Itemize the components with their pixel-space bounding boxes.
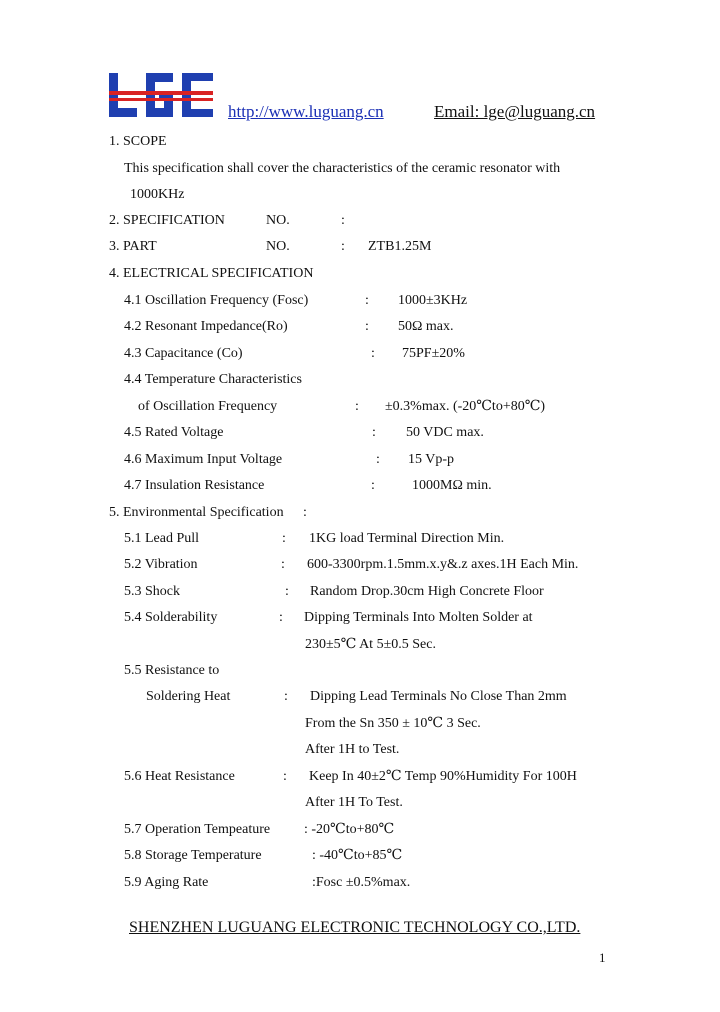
environmental-item-colon: : xyxy=(282,531,286,546)
environmental-item-label: 5.8 Storage Temperature xyxy=(124,848,262,863)
environmental-item-value: From the Sn 350 ± 10℃ 3 Sec. xyxy=(305,716,481,731)
electrical-item-label: 4.4 Temperature Characteristics xyxy=(124,372,302,387)
page-number: 1 xyxy=(599,950,606,965)
electrical-item-label: 4.6 Maximum Input Voltage xyxy=(124,452,283,467)
specification-colon: : xyxy=(341,213,345,228)
scope-text-line2: 1000KHz xyxy=(130,187,185,202)
electrical-item-colon: : xyxy=(355,399,359,414)
environmental-item-colon: : xyxy=(285,584,289,599)
electrical-item-colon: : xyxy=(371,346,375,361)
environmental-item-colon: : xyxy=(284,689,288,704)
electrical-item-label: 4.7 Insulation Resistance xyxy=(124,478,265,493)
part-no: NO. xyxy=(266,239,290,254)
lge-logo-icon xyxy=(109,73,213,117)
footer-company-name: SHENZHEN LUGUANG ELECTRONIC TECHNOLOGY CO.,LTD. xyxy=(129,919,581,936)
electrical-item-label: 4.5 Rated Voltage xyxy=(124,425,224,440)
part-value: ZTB1.25M xyxy=(368,239,432,254)
environmental-item-value: After 1H to Test. xyxy=(305,742,400,757)
specification-no: NO. xyxy=(266,213,290,228)
environmental-item-value: Dipping Terminals Into Molten Solder at xyxy=(304,610,533,625)
environmental-item-label: 5.9 Aging Rate xyxy=(124,875,209,890)
electrical-item-value: ±0.3%max. (-20℃to+80℃) xyxy=(385,399,546,414)
part-colon: : xyxy=(341,239,345,254)
environmental-item-label: 5.2 Vibration xyxy=(124,557,198,572)
electrical-item-value: 50Ω max. xyxy=(398,319,454,334)
environmental-item-value: Keep In 40±2℃ Temp 90%Humidity For 100H xyxy=(309,769,577,784)
electrical-item-value: 75PF±20% xyxy=(402,346,465,361)
environmental-item-label: Soldering Heat xyxy=(146,689,231,704)
electrical-item-label: 4.1 Oscillation Frequency (Fosc) xyxy=(124,293,309,308)
environmental-item-label: 5.6 Heat Resistance xyxy=(124,769,235,784)
environmental-item-value: Random Drop.30cm High Concrete Floor xyxy=(310,584,544,599)
electrical-item-value: 50 VDC max. xyxy=(406,425,484,440)
environmental-item-label: 5.5 Resistance to xyxy=(124,663,220,678)
specification-label: 2. SPECIFICATION xyxy=(109,213,225,228)
environmental-item-colon: : xyxy=(283,769,287,784)
environmental-heading-colon: : xyxy=(303,505,307,520)
environmental-item-value: : -20℃to+80℃ xyxy=(304,822,395,837)
environmental-item-value: After 1H To Test. xyxy=(305,795,403,810)
electrical-item-value: 1000MΩ min. xyxy=(412,478,492,493)
electrical-item-value: 1000±3KHz xyxy=(398,293,468,308)
electrical-item-colon: : xyxy=(365,293,369,308)
environmental-item-colon: : xyxy=(281,557,285,572)
electrical-item-colon: : xyxy=(365,319,369,334)
environmental-item-value: 600-3300rpm.1.5mm.x.y&.z axes.1H Each Min. xyxy=(307,557,579,572)
website-link[interactable]: http://www.luguang.cn xyxy=(228,102,384,121)
email-link[interactable]: Email: lge@luguang.cn xyxy=(434,102,596,121)
electrical-item-label: of Oscillation Frequency xyxy=(138,399,278,414)
environmental-item-label: 5.4 Solderability xyxy=(124,610,218,625)
environmental-item-colon: : xyxy=(279,610,283,625)
environmental-item-value: 1KG load Terminal Direction Min. xyxy=(309,531,505,546)
electrical-item-label: 4.3 Capacitance (Co) xyxy=(124,346,243,361)
environmental-item-value: Dipping Lead Terminals No Close Than 2mm xyxy=(310,689,567,704)
environmental-item-label: 5.3 Shock xyxy=(124,584,180,599)
environmental-item-label: 5.7 Operation Tempeature xyxy=(124,822,271,837)
part-label: 3. PART xyxy=(109,239,157,254)
electrical-item-colon: : xyxy=(372,425,376,440)
electrical-heading: 4. ELECTRICAL SPECIFICATION xyxy=(109,266,314,281)
scope-text-line1: This specification shall cover the characteristics of the ceramic resonator with xyxy=(124,161,561,176)
environmental-item-value: :Fosc ±0.5%max. xyxy=(312,875,411,890)
environmental-item-value: : -40℃to+85℃ xyxy=(312,848,403,863)
electrical-item-label: 4.2 Resonant Impedance(Ro) xyxy=(124,319,288,334)
lge-logo xyxy=(109,73,213,117)
environmental-item-value: 230±5℃ At 5±0.5 Sec. xyxy=(305,637,436,652)
electrical-item-colon: : xyxy=(376,452,380,467)
electrical-item-value: 15 Vp-p xyxy=(408,452,455,467)
electrical-item-colon: : xyxy=(371,478,375,493)
environmental-heading: 5. Environmental Specification xyxy=(109,505,284,520)
scope-heading: 1. SCOPE xyxy=(109,134,167,149)
environmental-item-label: 5.1 Lead Pull xyxy=(124,531,200,546)
